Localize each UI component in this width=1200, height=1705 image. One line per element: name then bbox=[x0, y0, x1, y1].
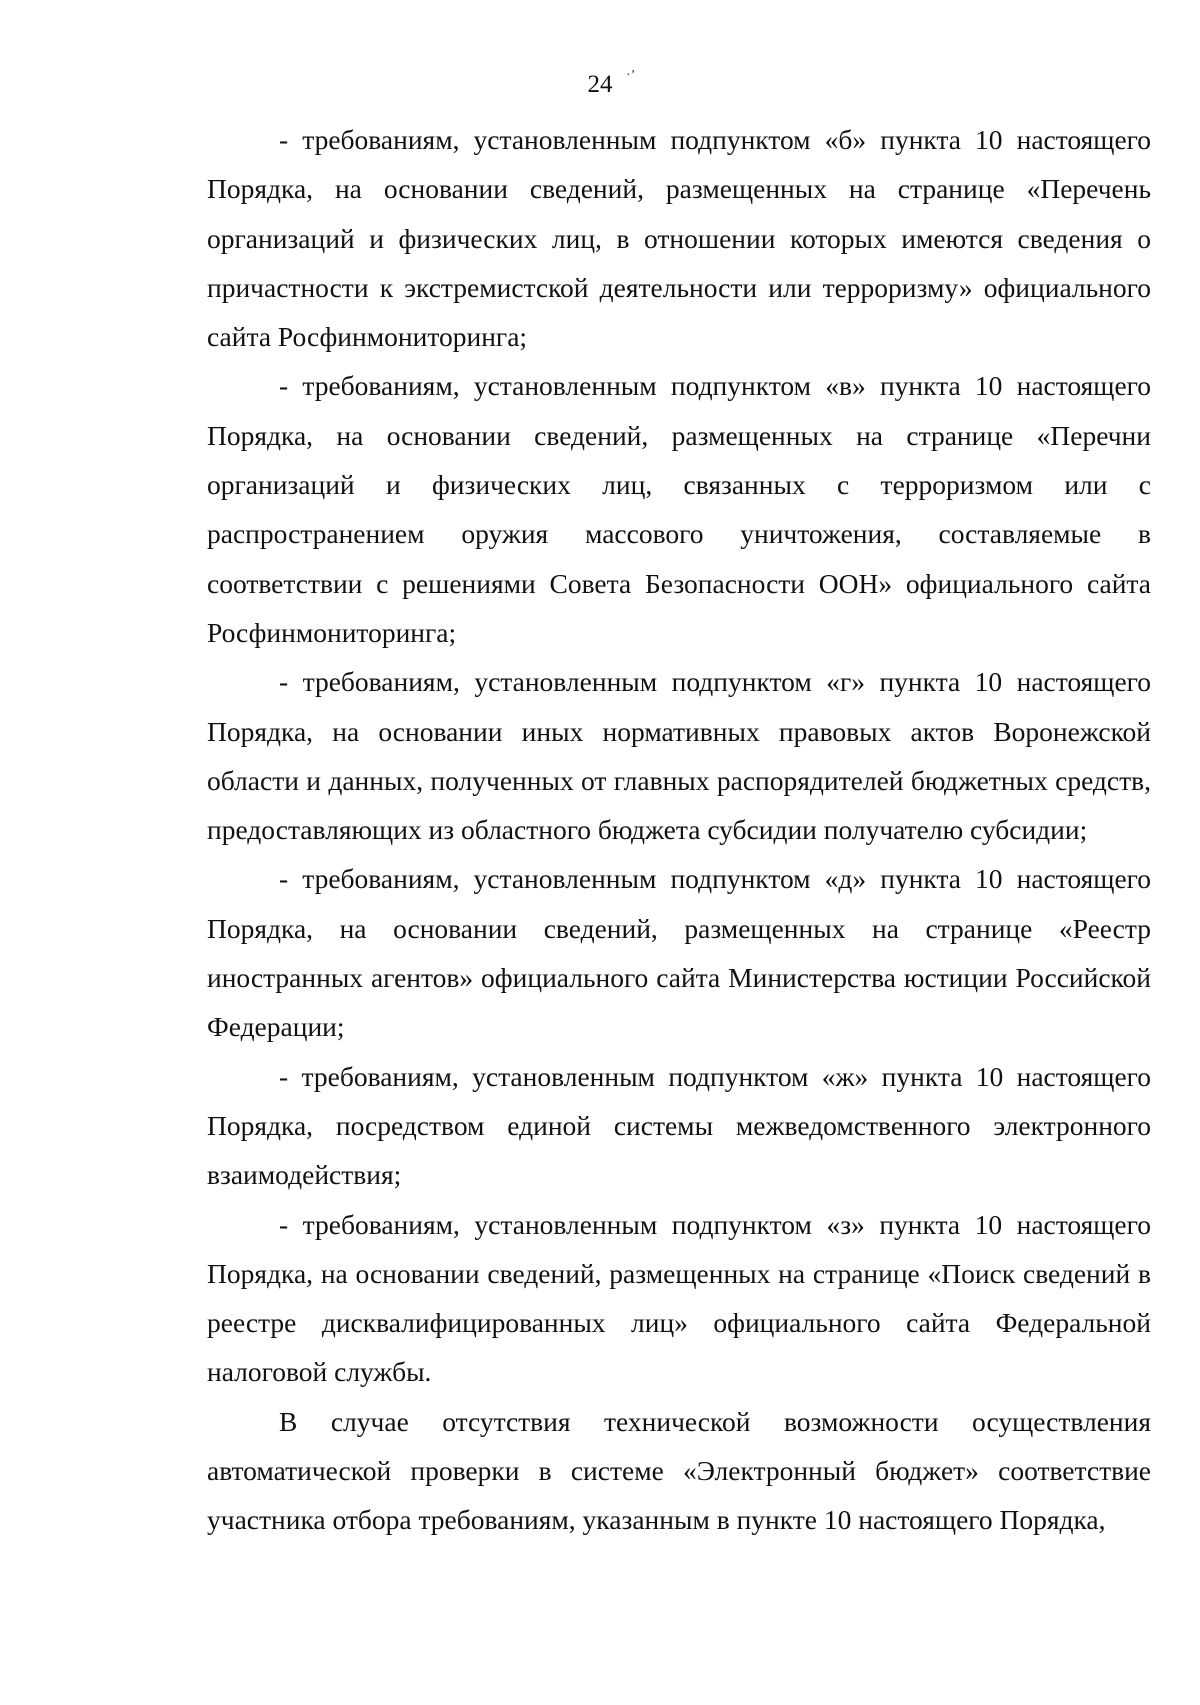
paragraph-requirement-v: - требованиям, установленным подпунктом «в» пункта 10 настоящего Порядка, на основании сведений, размещенных на странице «Перечни организаций и физических лиц, связанных с терроризмом или с распространением оружия массового уничтожения, составляемые в соответствии с решениями Совета Безопасности ООН» официального сайта Росфинмониторинга; bbox=[207, 370, 1151, 648]
paragraph-requirement-d: - требованиям, установленным подпунктом «д» пункта 10 настоящего Порядка, на основании сведений, размещенных на странице «Реестр иностранных агентов» официального сайта Министерства юстиции Российской Федерации; bbox=[207, 863, 1151, 1043]
scan-marks: ·’ bbox=[626, 68, 636, 83]
document-body bbox=[207, 115, 1151, 1545]
page-number: 24 bbox=[587, 71, 613, 98]
paragraph-requirement-z: - требованиям, установленным подпунктом «з» пункта 10 настоящего Порядка, на основании сведений, размещенных на странице «Поиск сведений в реестре дисквалифицированных лиц» официального сайта Федеральной налоговой службы. bbox=[207, 1208, 1151, 1388]
paragraph-no-technical-possibility: В случае отсутствия технической возможности осуществления автоматической проверки в системе «Электронный бюджет» соответствие участника отбора требованиям, указанным в пункте 10 настоящего Порядка, bbox=[207, 1405, 1151, 1536]
paragraph-requirement-g: - требованиям, установленным подпунктом «г» пункта 10 настоящего Порядка, на основании иных нормативных правовых актов Воронежской области и данных, полученных от главных распорядителей бюджетных средств, предоставляющих из областного бюджета субсидии получателю субсидии; bbox=[207, 666, 1151, 846]
paragraph-requirement-b: - требованиям, установленным подпунктом «б» пункта 10 настоящего Порядка, на основании сведений, размещенных на странице «Перечень организаций и физических лиц, в отношении которых имеются сведения о причастности к экстремистской деятельности или терроризму» официального сайта Росфинмониторинга; bbox=[207, 124, 1151, 353]
paragraph-requirement-zh: - требованиям, установленным подпунктом «ж» пункта 10 настоящего Порядка, посредством единой системы межведомственного электронного взаимодействия; bbox=[207, 1060, 1151, 1191]
